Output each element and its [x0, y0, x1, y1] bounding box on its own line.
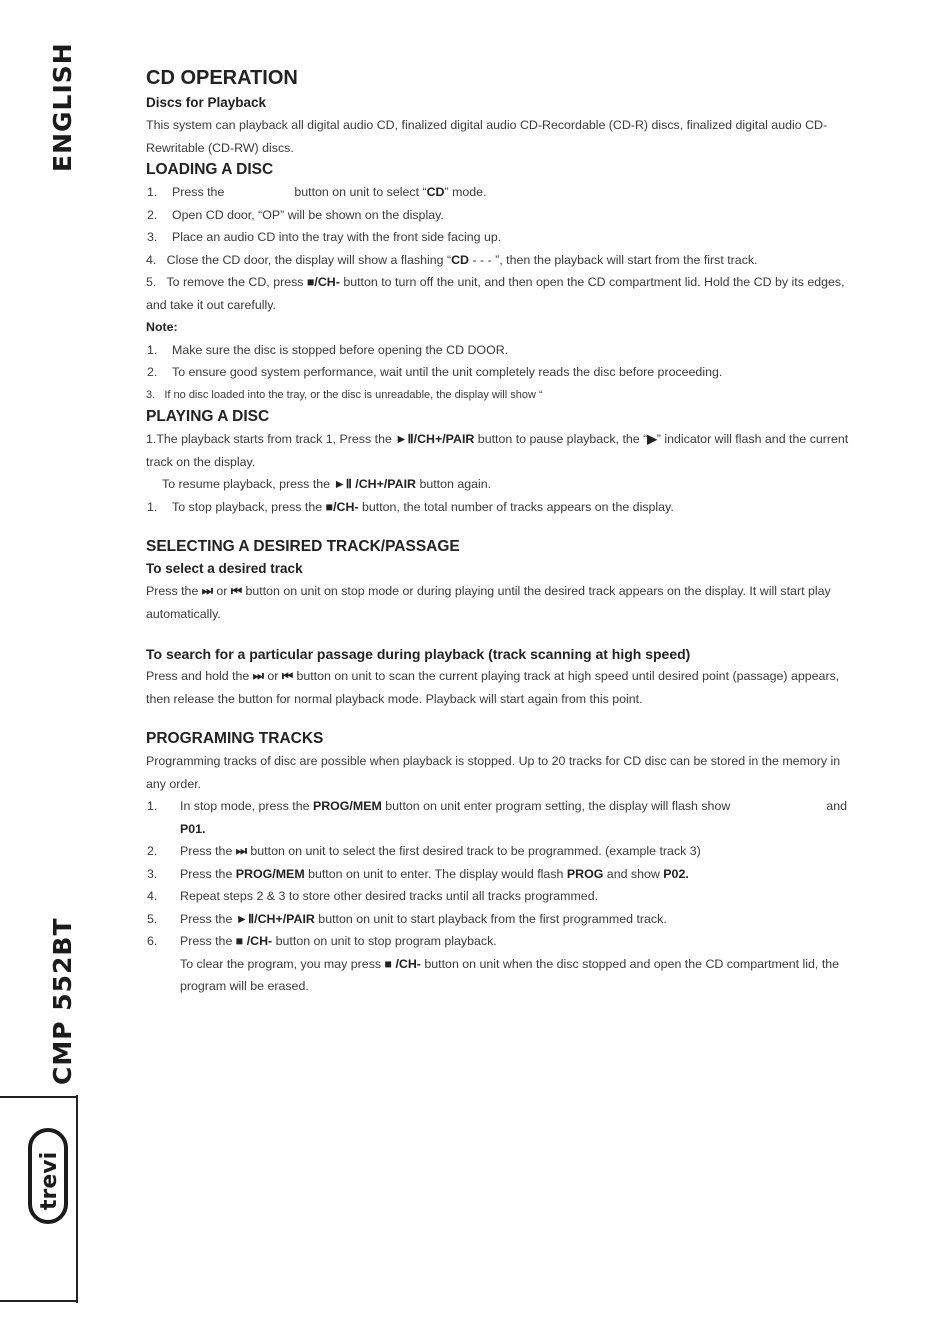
- note-item-3: 3. If no disc loaded into the tray, or the disc is unreadable, the display will show “: [146, 388, 543, 401]
- svg-text:trevi: trevi: [37, 1151, 62, 1210]
- list-item: 5. Press the ►Ⅱ/CH+/PAIR button on unit to start playback from the first programmed track.: [147, 911, 667, 926]
- loading-step-4: 4. Close the CD door, the display will show a flashing “CD - - - ”, then the playback will start from the first track.: [146, 252, 758, 267]
- list-item: 6. Press the ■ /CH- button on unit to stop program playback.: [147, 934, 497, 948]
- divider-line-vertical: [76, 1095, 78, 1303]
- list-item: 1. Make sure the disc is stopped before opening the CD DOOR.: [147, 342, 509, 357]
- list-item: 3. Press the PROG/MEM button on unit to enter. The display would flash PROG and show P02.: [147, 866, 689, 881]
- prev-icon: ⏮: [230, 584, 243, 598]
- play-icon: ▶: [647, 432, 657, 446]
- clear-program-text: To clear the program, you may press ■ /CH- button on unit when the disc stopped and open the CD compartment lid, the program will be erased.: [180, 956, 840, 993]
- list-item: 3. Place an audio CD into the tray with the front side facing up.: [147, 230, 502, 244]
- prev-icon: ⏮: [281, 669, 293, 683]
- resume-text: To resume playback, press the ►Ⅱ /CH+/PAIR button again.: [162, 477, 492, 491]
- divider-line-bottom: [0, 1300, 78, 1302]
- note-list: [146, 339, 858, 384]
- list-item: 1. Press the button on unit to select “CD” mode.: [147, 185, 487, 199]
- playing-step-1: 1.The playback starts from track 1, Press the ►Ⅱ/CH+/PAIR button to pause playback, the “▶” indicator will flash and the current track on the display.: [146, 432, 849, 469]
- list-item: 4. Repeat steps 2 & 3 to store other desired tracks until all tracks programmed.: [147, 889, 599, 903]
- language-label: ENGLISH: [48, 42, 77, 172]
- loading-steps: [146, 181, 858, 249]
- trevi-logo: [26, 1128, 70, 1224]
- programming-heading: PROGRAMING TRACKS: [146, 730, 324, 747]
- loading-heading: LOADING A DISC: [146, 161, 274, 178]
- loading-step-5: 5. To remove the CD, press ■/CH- button to turn off the unit, and then open the CD compartment lid. Hold the CD by its edges, and take it out carefully.: [146, 275, 845, 312]
- list-item: 2. Open CD door, “OP” will be shown on the display.: [147, 207, 444, 222]
- discs-text: This system can playback all digital audio CD, finalized digital audio CD-Recordable (CD-R) discs, finalized digital audio CD-Rewritable (CD-RW) discs.: [146, 118, 828, 155]
- list-item: 2. Press the ⏭ button on unit to select the first desired track to be programmed. (example track 3): [147, 844, 701, 858]
- list-item: 1. In stop mode, press the PROG/MEM button on unit enter program setting, the display will flash show and P01.: [147, 799, 847, 836]
- search-passage-subheading: To search for a particular passage during playback (track scanning at high speed): [146, 646, 691, 662]
- list-item: 1. To stop playback, press the ■/CH- button, the total number of tracks appears on the display.: [147, 499, 674, 514]
- model-label: CMP 552BT: [48, 917, 77, 1085]
- programming-intro: Programming tracks of disc are possible when playback is stopped. Up to 20 tracks for CD disc can be stored in the memory in any order.: [146, 754, 841, 791]
- select-track-subheading: To select a desired track: [146, 561, 303, 576]
- discs-heading: Discs for Playback: [146, 95, 267, 110]
- select-track-text: Press the ⏭ or ⏮ button on unit on stop mode or during playing until the desired track appears on the display. It will start play automatically.: [146, 584, 831, 621]
- list-item: 2. To ensure good system performance, wait until the unit completely reads the disc before proceeding.: [147, 365, 723, 379]
- next-icon: ⏭: [252, 669, 264, 683]
- cd-operation-section: [146, 64, 858, 998]
- search-passage-text: Press and hold the ⏭ or ⏮ button on unit to scan the current playing track at high speed until desired point (passage) appears, then release the button for normal playback mode. Playback will start again from this point.: [146, 669, 840, 706]
- programming-steps: [146, 795, 858, 953]
- next-icon: ⏭: [201, 584, 213, 598]
- selecting-heading: SELECTING A DESIRED TRACK/PASSAGE: [146, 538, 460, 555]
- playing-steps: [146, 496, 858, 519]
- note-label: Note:: [146, 320, 178, 334]
- page-title: CD OPERATION: [146, 67, 298, 89]
- playing-heading: PLAYING A DISC: [146, 408, 270, 425]
- divider-line: [0, 1096, 78, 1098]
